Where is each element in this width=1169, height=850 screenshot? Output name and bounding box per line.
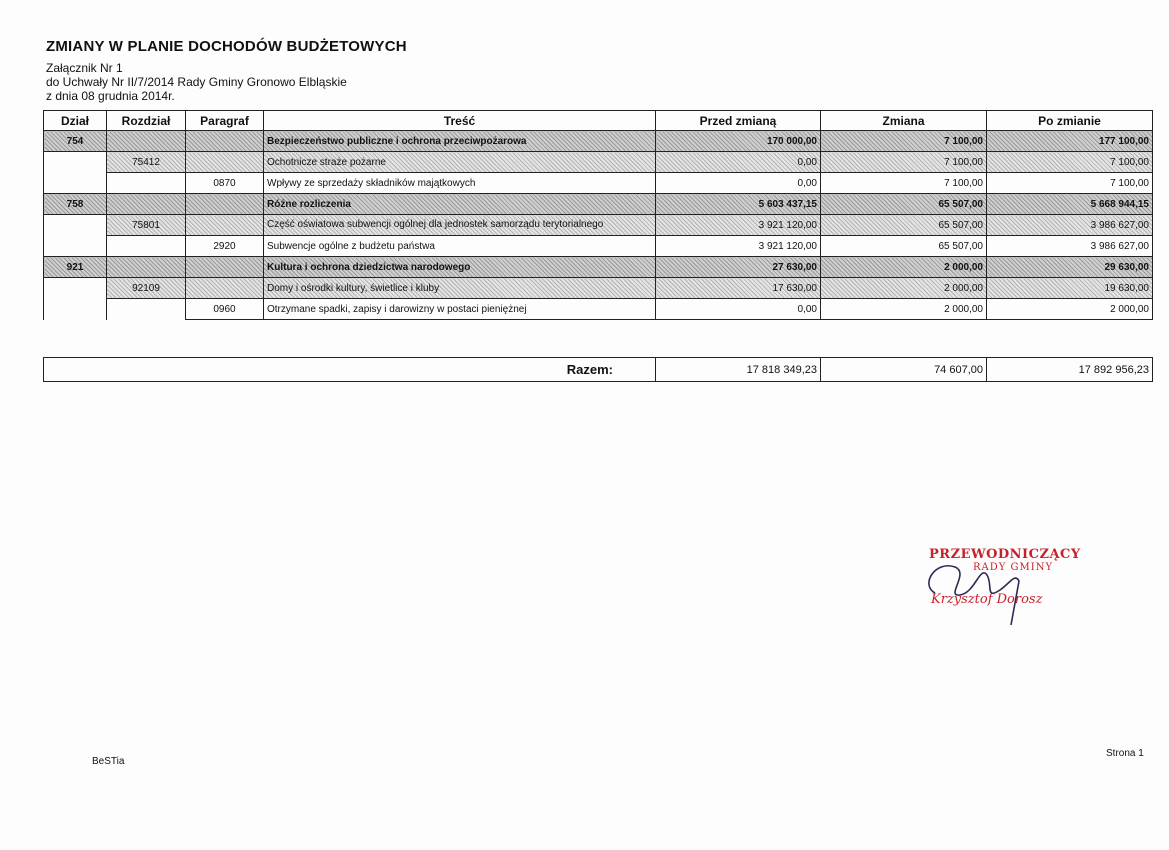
header-dzial: Dział [44,111,107,131]
table-row [44,257,1153,278]
cell-przed: 0,00 [656,152,821,173]
cell-rozdzial [107,131,186,152]
table-row [44,278,1153,299]
cell-po: 7 100,00 [987,173,1153,194]
cell-paragraf [186,215,264,236]
cell-przed: 17 630,00 [656,278,821,299]
cell-przed: 5 603 437,15 [656,194,821,215]
cell-tresc: Kultura i ochrona dziedzictwa narodowego [264,257,656,278]
cell-dzial: 758 [44,194,107,215]
date-label: z dnia 08 grudnia 2014r. [46,89,175,103]
cell-przed: 27 630,00 [656,257,821,278]
header-zmiana: Zmiana [821,111,987,131]
total-table [43,357,1153,382]
stamp-org: RADY GMINY [973,562,1054,573]
resolution-label: do Uchwały Nr II/7/2014 Rady Gminy Gronowo Elbląskie [46,75,347,89]
cell-paragraf: 0960 [186,299,264,320]
cell-rozdzial [107,173,186,194]
cell-dzial [44,173,107,194]
cell-rozdzial: 92109 [107,278,186,299]
cell-paragraf [186,131,264,152]
cell-paragraf [186,152,264,173]
cell-rozdzial: 75412 [107,152,186,173]
cell-zmiana: 2 000,00 [821,299,987,320]
cell-po: 2 000,00 [987,299,1153,320]
total-po: 17 892 956,23 [987,358,1153,382]
total-label: Razem: [44,358,656,382]
cell-paragraf [186,257,264,278]
table-row [44,299,1153,320]
cell-paragraf: 0870 [186,173,264,194]
cell-zmiana: 2 000,00 [821,278,987,299]
cell-zmiana: 7 100,00 [821,131,987,152]
cell-dzial [44,278,107,299]
table-row [44,152,1153,173]
cell-dzial [44,236,107,257]
table-row [44,215,1153,236]
cell-tresc: Bezpieczeństwo publiczne i ochrona przeciwpożarowa [264,131,656,152]
cell-po: 177 100,00 [987,131,1153,152]
cell-zmiana: 65 507,00 [821,194,987,215]
cell-rozdzial [107,299,186,320]
cell-dzial: 754 [44,131,107,152]
header-paragraf: Paragraf [186,111,264,131]
cell-po: 7 100,00 [987,152,1153,173]
cell-tresc: Ochotnicze straże pożarne [264,152,656,173]
table-header-row [44,111,1153,131]
total-row [44,358,1153,382]
page-number: Strona 1 [1106,748,1144,759]
header-tresc: Treść [264,111,656,131]
software-label: BeSTia [92,756,125,767]
cell-po: 3 986 627,00 [987,215,1153,236]
cell-tresc: Subwencje ogólne z budżetu państwa [264,236,656,257]
total-przed: 17 818 349,23 [656,358,821,382]
cell-po: 19 630,00 [987,278,1153,299]
cell-po: 3 986 627,00 [987,236,1153,257]
cell-tresc: Różne rozliczenia [264,194,656,215]
cell-zmiana: 65 507,00 [821,215,987,236]
chairman-stamp [915,545,1095,635]
cell-zmiana: 65 507,00 [821,236,987,257]
cell-paragraf [186,194,264,215]
cell-rozdzial [107,194,186,215]
cell-tresc: Otrzymane spadki, zapisy i darowizny w postaci pieniężnej [264,299,656,320]
cell-rozdzial [107,257,186,278]
cell-zmiana: 7 100,00 [821,152,987,173]
cell-przed: 0,00 [656,299,821,320]
signature-icon [915,545,1095,635]
cell-dzial [44,299,107,320]
cell-przed: 170 000,00 [656,131,821,152]
cell-rozdzial: 75801 [107,215,186,236]
cell-przed: 0,00 [656,173,821,194]
table-row [44,236,1153,257]
cell-po: 29 630,00 [987,257,1153,278]
cell-dzial: 921 [44,257,107,278]
budget-table [43,110,1153,320]
cell-rozdzial [107,236,186,257]
table-row [44,131,1153,152]
cell-zmiana: 7 100,00 [821,173,987,194]
header-po: Po zmianie [987,111,1153,131]
cell-dzial [44,152,107,173]
cell-po: 5 668 944,15 [987,194,1153,215]
cell-paragraf [186,278,264,299]
document-title: ZMIANY W PLANIE DOCHODÓW BUDŻETOWYCH [46,38,407,55]
cell-tresc: Część oświatowa subwencji ogólnej dla jednostek samorządu terytorialnego [264,215,656,236]
header-rozdzial: Rozdział [107,111,186,131]
stamp-name: Krzysztof Dorosz [931,592,1043,607]
table-row [44,173,1153,194]
total-zmiana: 74 607,00 [821,358,987,382]
table-row [44,194,1153,215]
cell-zmiana: 2 000,00 [821,257,987,278]
cell-przed: 3 921 120,00 [656,215,821,236]
header-przed: Przed zmianą [656,111,821,131]
cell-paragraf: 2920 [186,236,264,257]
attachment-label: Załącznik Nr 1 [46,61,123,75]
stamp-role: PRZEWODNICZĄCY [929,547,1081,562]
cell-tresc: Domy i ośrodki kultury, świetlice i kluby [264,278,656,299]
cell-przed: 3 921 120,00 [656,236,821,257]
cell-dzial [44,215,107,236]
cell-tresc: Wpływy ze sprzedaży składników majątkowych [264,173,656,194]
